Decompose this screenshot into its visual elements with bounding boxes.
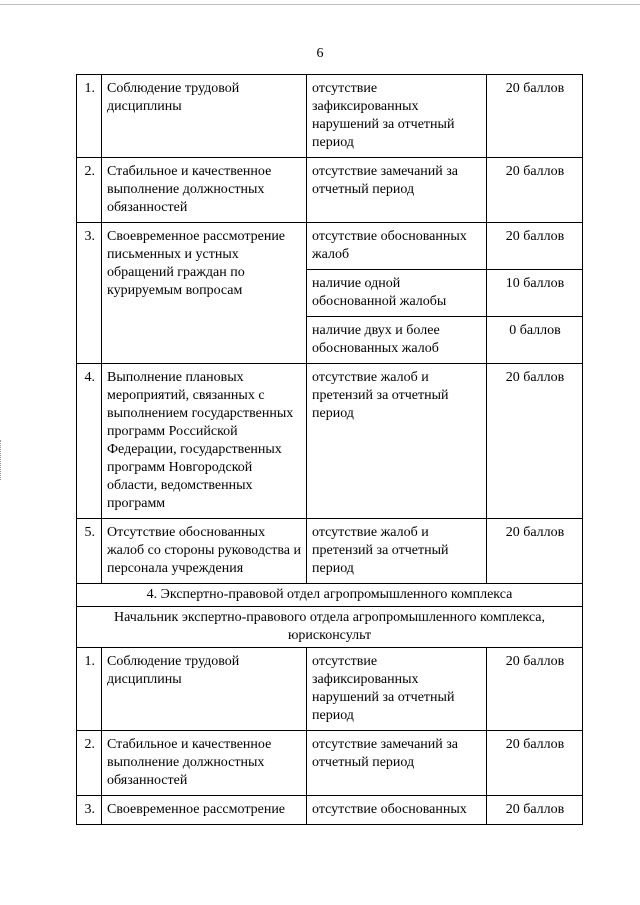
criterion-number: 1. (77, 75, 102, 158)
criterion-condition: отсутствие замечаний за отчетный период (307, 158, 487, 223)
criterion-score: 20 баллов (487, 796, 583, 825)
criterion-number: 1. (77, 648, 102, 731)
criterion-score: 20 баллов (487, 364, 583, 519)
criterion-condition: отсутствие зафиксированных нарушений за отчетный период (307, 75, 487, 158)
criterion-condition: отсутствие замечаний за отчетный период (307, 731, 487, 796)
criterion-score: 20 баллов (487, 223, 583, 270)
table-row (77, 519, 583, 584)
criterion-name: Выполнение плановых мероприятий, связанных с выполнением государственных программ Российской Федерации, государственных программ Новгородской области, ведомственных программ (102, 364, 307, 519)
scan-top-edge (0, 4, 640, 5)
criterion-condition: наличие двух и более обоснованных жалоб (307, 317, 487, 364)
scan-edge-marks (0, 440, 7, 480)
criterion-number: 5. (77, 519, 102, 584)
criterion-name: Стабильное и качественное выполнение должностных обязанностей (102, 158, 307, 223)
table-row (77, 796, 583, 825)
criteria-table (76, 74, 583, 825)
position-title: Начальник экспертно-правового отдела агропромышленного комплекса, юрисконсульт (77, 607, 583, 648)
criterion-score: 20 баллов (487, 648, 583, 731)
criterion-score: 20 баллов (487, 75, 583, 158)
criterion-condition: отсутствие обоснованных жалоб (307, 223, 487, 270)
criterion-condition: наличие одной обоснованной жалобы (307, 270, 487, 317)
criterion-score: 0 баллов (487, 317, 583, 364)
criterion-condition: отсутствие жалоб и претензий за отчетный период (307, 364, 487, 519)
criterion-name: Своевременное рассмотрение письменных и устных обращений граждан по курируемым вопросам (102, 223, 307, 364)
table-row (77, 648, 583, 731)
criterion-number: 3. (77, 796, 102, 825)
criterion-condition: отсутствие жалоб и претензий за отчетный период (307, 519, 487, 584)
table-row (77, 364, 583, 519)
table-row (77, 584, 583, 607)
criterion-number: 2. (77, 158, 102, 223)
table-row (77, 607, 583, 648)
table-row (77, 731, 583, 796)
table-row (77, 75, 583, 158)
criterion-name: Стабильное и качественное выполнение должностных обязанностей (102, 731, 307, 796)
criterion-name: Отсутствие обоснованных жалоб со стороны руководства и персонала учреждения (102, 519, 307, 584)
criterion-score: 20 баллов (487, 731, 583, 796)
criterion-name: Соблюдение трудовой дисциплины (102, 75, 307, 158)
criterion-score: 20 баллов (487, 519, 583, 584)
page-number: 6 (316, 46, 324, 61)
section-title: 4. Экспертно-правовой отдел агропромышленного комплекса (77, 584, 583, 607)
table-row (77, 158, 583, 223)
criterion-score: 10 баллов (487, 270, 583, 317)
criterion-number: 4. (77, 364, 102, 519)
table-row (77, 223, 583, 270)
criterion-condition: отсутствие обоснованных (307, 796, 487, 825)
criterion-name: Своевременное рассмотрение (102, 796, 307, 825)
criterion-number: 3. (77, 223, 102, 364)
criterion-score: 20 баллов (487, 158, 583, 223)
criterion-condition: отсутствие зафиксированных нарушений за отчетный период (307, 648, 487, 731)
criterion-number: 2. (77, 731, 102, 796)
criterion-name: Соблюдение трудовой дисциплины (102, 648, 307, 731)
